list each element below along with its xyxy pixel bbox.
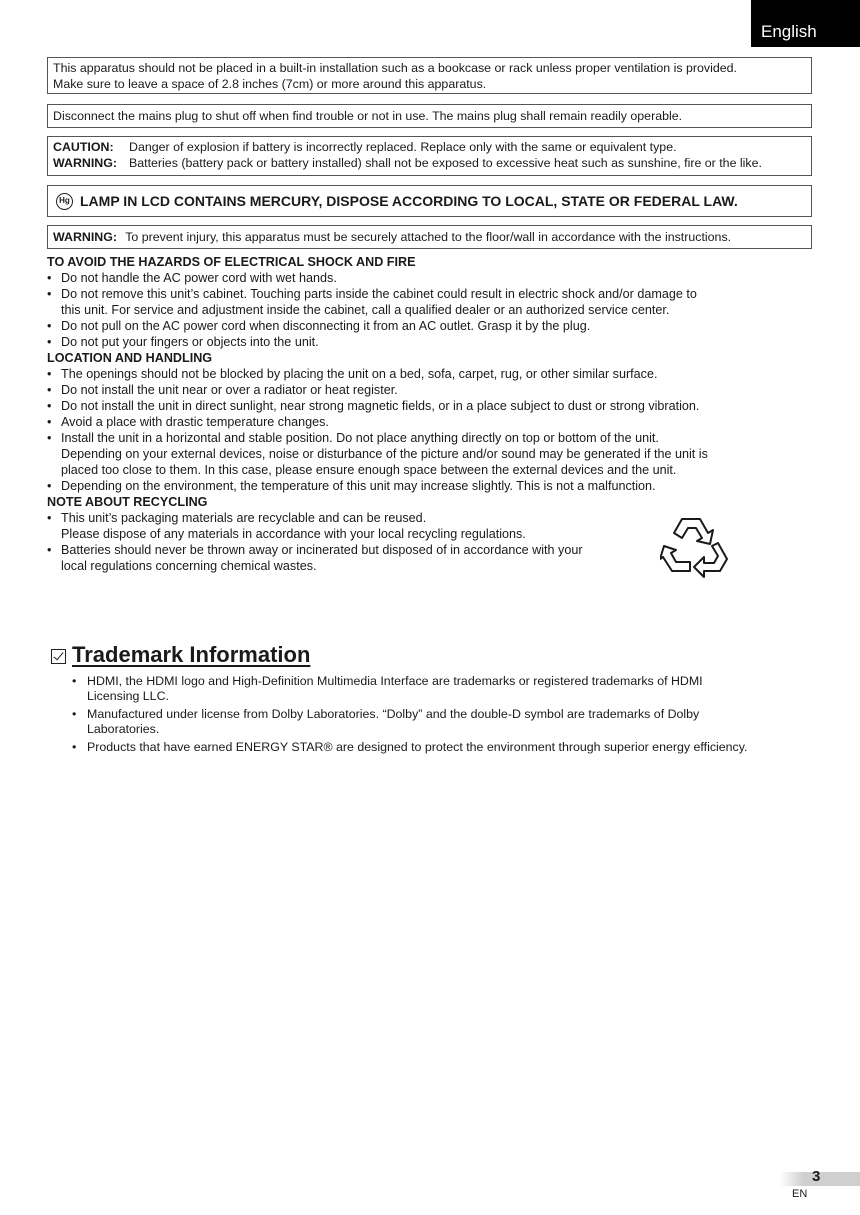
injury-warning-notice: [47, 225, 812, 249]
electrical-list: [47, 270, 817, 350]
battery-warning-row: [53, 155, 805, 171]
trademark-title: Trademark Information: [72, 642, 311, 667]
checkbox-icon: [51, 649, 66, 664]
section-heading-location: LOCATION AND HANDLING: [47, 351, 213, 365]
caution-text: Danger of explosion if battery is incorrectly replaced. Replace only with the same or equivalent type.: [129, 140, 677, 154]
list-item: • Products that have earned ENERGY STAR® are designed to protect the environment through superior energy efficiency.: [72, 740, 748, 754]
injury-warning-text: To prevent injury, this apparatus must be securely attached to the floor/wall in accordance with the instructions.: [125, 230, 732, 244]
warning-text: Batteries (battery pack or battery installed) shall not be exposed to excessive heat such as sunshine, fire or the like.: [129, 156, 762, 170]
caution-warning-notice: [47, 136, 812, 176]
mercury-hg-icon: Hg: [56, 193, 73, 210]
mercury-notice: [47, 185, 812, 217]
list-item: • Do not install the unit in direct sunlight, near strong magnetic fields, or in a place subject to dust or strong vibration.: [47, 399, 700, 413]
recycle-icon: [660, 511, 730, 581]
list-item: • Batteries should never be thrown away or incinerated but disposed of in accordance with your local regulations concerning chemical wastes.: [47, 543, 583, 573]
warning-label: WARNING:: [53, 156, 118, 170]
ventilation-notice: [47, 57, 812, 94]
mains-plug-text: Disconnect the mains plug to shut off when find trouble or not in use. The mains plug shall remain readily operable.: [53, 109, 683, 123]
ventilation-line-1: This apparatus should not be placed in a built-in installation such as a bookcase or rack unless proper ventilation is provided.: [53, 61, 737, 75]
page-lang-code: EN: [792, 1188, 808, 1200]
injury-warning-label: WARNING:: [53, 230, 118, 244]
list-item: • Install the unit in a horizontal and stable position. Do not place anything directly on top or bottom of the unit. Depending on your external devices, noise or disturbance of the picture and/or sound may be generated if the unit is placed too close to them. In this case, please ensure enough space between the external devices and the unit.: [47, 431, 708, 477]
list-item: • The openings should not be blocked by placing the unit on a bed, sofa, carpet, rug, or other similar surface.: [47, 367, 658, 381]
section-heading-recycling: NOTE ABOUT RECYCLING: [47, 495, 208, 509]
caution-row: [53, 139, 805, 155]
location-list: [47, 366, 817, 494]
list-item: • Do not pull on the AC power cord when disconnecting it from an AC outlet. Grasp it by the plug.: [47, 319, 591, 333]
ventilation-line-2: Make sure to leave a space of 2.8 inches (7cm) or more around this apparatus.: [53, 77, 487, 91]
list-item: • This unit’s packaging materials are recyclable and can be reused. Please dispose of any materials in accordance with your local recycling regulations.: [47, 511, 526, 541]
section-heading-electrical: TO AVOID THE HAZARDS OF ELECTRICAL SHOCK AND FIRE: [47, 255, 416, 269]
list-item: • HDMI, the HDMI logo and High-Definition Multimedia Interface are trademarks or registered trademarks of HDMI Licensing LLC.: [72, 674, 703, 703]
trademark-list: [72, 674, 812, 758]
trademark-heading: [51, 642, 310, 668]
page-number: 3: [812, 1168, 821, 1185]
list-item: • Do not install the unit near or over a radiator or heat register.: [47, 383, 398, 397]
list-item: • Do not handle the AC power cord with wet hands.: [47, 271, 337, 285]
list-item: • Depending on the environment, the temperature of this unit may increase slightly. This is not a malfunction.: [47, 479, 656, 493]
list-item: • Manufactured under license from Dolby Laboratories. “Dolby” and the double-D symbol are trademarks of Dolby Laboratories.: [72, 707, 700, 736]
list-item: • Avoid a place with drastic temperature changes.: [47, 415, 329, 429]
language-tab: English: [751, 0, 860, 47]
list-item: • Do not remove this unit’s cabinet. Touching parts inside the cabinet could result in electric shock and/or damage to this unit. For service and adjustment inside the cabinet, call a qualified dealer or an authorized service center.: [47, 287, 697, 317]
mains-plug-notice: [47, 104, 812, 128]
list-item: • Do not put your fingers or objects into the unit.: [47, 335, 319, 349]
caution-label: CAUTION:: [53, 140, 114, 154]
lamp-mercury-text: LAMP IN LCD CONTAINS MERCURY, DISPOSE ACCORDING TO LOCAL, STATE OR FEDERAL LAW.: [80, 193, 738, 209]
